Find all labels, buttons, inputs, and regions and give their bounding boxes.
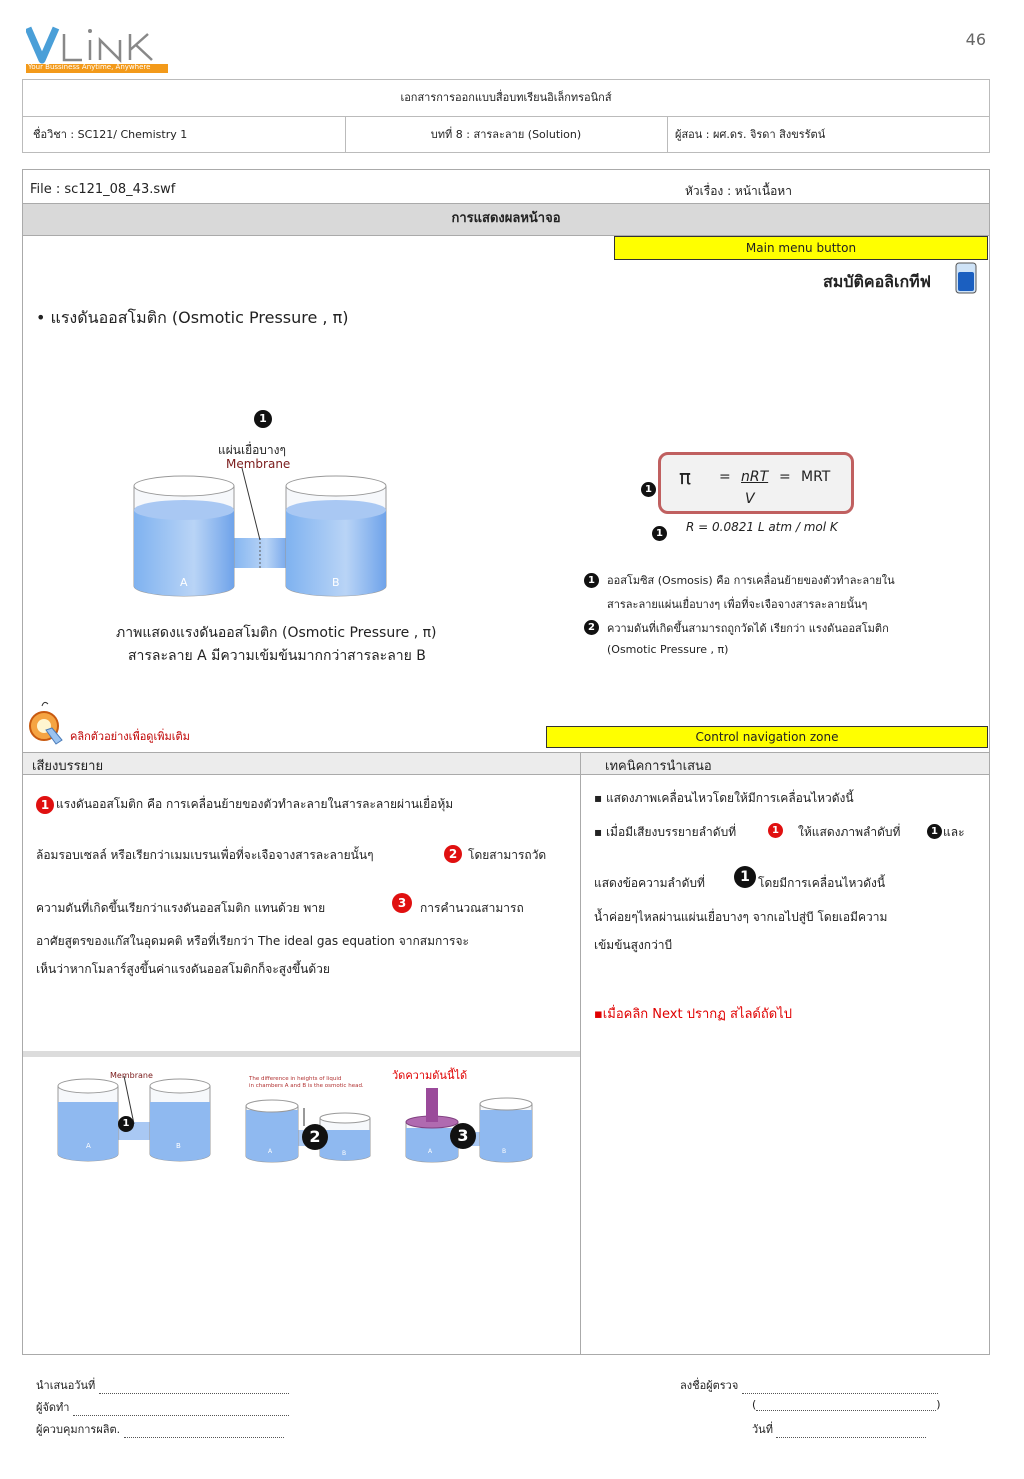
- control-navigation-zone[interactable]: Control navigation zone: [546, 726, 988, 748]
- doc-title: เอกสารการออกแบบสื่อบทเรียนอิเล็กทรอนิกส์: [23, 80, 989, 117]
- thumbnail-stage-1: [56, 1074, 212, 1170]
- membrane-label: Membrane: [226, 457, 291, 471]
- diagram-caption-2: สารละลาย A มีความเข้มข้นมากกว่าสารละลาย B: [128, 648, 426, 664]
- note1-marker: 1: [584, 573, 599, 588]
- beaker-icon: [954, 262, 978, 298]
- technique-bullet-1: ▪ แสดงภาพเคลื่อนไหวโดยให้มีการเคลื่อนไหวดังนี้: [594, 791, 854, 805]
- narration-line-2a: ล้อมรอบเซลล์ หรือเรียกว่าเมมเบรนเพื่อที่จะเจือจางสารละลายนั้นๆ: [36, 848, 374, 862]
- technique-line-4: น้ำค่อยๆไหลผ่านแผ่นเยื่อบางๆ จากเอไปสู่บี โดยเอมีความ: [594, 910, 888, 924]
- diagram-caption-1: ภาพแสดงแรงดันออสโมติก (Osmotic Pressure , π): [116, 625, 437, 641]
- thumb-membrane-label: Membrane: [110, 1071, 153, 1080]
- thumb3-a: A: [428, 1148, 433, 1155]
- formula-eq1: =: [719, 469, 731, 485]
- note2-marker: 2: [584, 620, 599, 635]
- footer-date: วันที่: [752, 1420, 926, 1438]
- header-table: [22, 79, 990, 153]
- pi-symbol: π: [679, 465, 692, 489]
- thumb-marker-1: 1: [118, 1116, 134, 1132]
- page-number: 46: [965, 30, 986, 49]
- technique-bullet-2a: ▪ เมื่อมีเสียงบรรยายลำดับที่: [594, 825, 737, 839]
- gas-constant: R = 0.0821 L atm / mol K: [686, 520, 838, 534]
- section-title: สมบัติคอลิเกทีฟ: [823, 272, 932, 291]
- technique-bullet-2b: ให้แสดงภาพลำดับที่: [798, 825, 901, 839]
- narration-marker-3: 3: [392, 893, 412, 913]
- note1-line2: สารละลายแผ่นเยื่อบางๆ เพื่อที่จะเจือจางสารละลายนั้นๆ: [607, 598, 868, 611]
- footer-controller: ผู้ควบคุมการผลิต.: [36, 1420, 284, 1438]
- technique-header: เทคนิคการนำเสนอ: [605, 759, 712, 774]
- technique-line-3b: โดยมีการเคลื่อนไหวดังนี้: [758, 876, 886, 890]
- next-instruction: ▪เมื่อคลิก Next ปรากฏ สไลด์ถัดไป: [594, 1007, 792, 1022]
- narration-line-2b: โดยสามารถวัด: [468, 848, 547, 862]
- thumb-marker-2: 2: [302, 1124, 328, 1150]
- tank-a-label: A: [180, 576, 188, 589]
- membrane-label-thai: แผ่นเยื่อบางๆ: [218, 443, 286, 457]
- formula-marker: 1: [641, 482, 656, 497]
- footer-checker: ลงชื่อผู้ตรวจ: [680, 1376, 938, 1394]
- thumb-diff-text: The difference in heights of liquid in chambers A and B is the osmotic head.: [249, 1076, 364, 1089]
- technique-marker-3: 1: [734, 866, 756, 888]
- thumb-marker-3: 3: [450, 1123, 476, 1149]
- osmotic-heading: • แรงดันออสโมติก (Osmotic Pressure , π): [36, 308, 349, 327]
- tank-b-label: B: [332, 576, 340, 589]
- thumb2-b: B: [342, 1150, 347, 1157]
- diagram-marker: 1: [254, 410, 272, 428]
- osmosis-diagram: [130, 468, 392, 612]
- bottom-header-bar: [23, 752, 989, 775]
- technique-line-3a: แสดงข้อความลำดับที่: [594, 876, 705, 890]
- r-const-marker: 1: [652, 526, 667, 541]
- technique-bullet-2c: และ: [943, 825, 965, 839]
- topic: หัวเรื่อง : หน้าเนื้อหา: [685, 184, 792, 198]
- formula-eq2: =: [779, 469, 791, 485]
- narration-line-1: แรงดันออสโมติก คือ การเคลื่อนย้ายของตัวทำละลายในสารละลายผ่านเยื่อหุ้ม: [56, 797, 454, 811]
- measure-label: วัดความดันนี้ได้: [392, 1069, 468, 1082]
- narration-line-4: อาศัยสูตรของแก๊สในอุดมคติ หรือที่เรียกว่า The ideal gas equation จากสมการจะ: [36, 934, 469, 948]
- footer-present-date: นำเสนอวันที่: [36, 1376, 289, 1394]
- narration-marker-1: 1: [36, 796, 54, 814]
- course-name: ชื่อวิชา : SC121/ Chemistry 1: [33, 128, 188, 141]
- formula-mrt: MRT: [801, 469, 831, 485]
- file-name: File : sc121_08_43.swf: [30, 182, 176, 197]
- narration-marker-2: 2: [444, 845, 462, 863]
- logo-tagline: Your Bussiness Anytime, Anywhere: [28, 63, 151, 71]
- thumb1-b: B: [176, 1142, 181, 1150]
- chapter: บทที่ 8 : สารละลาย (Solution): [430, 128, 582, 141]
- column-divider: [580, 752, 581, 1355]
- narration-line-5: เห็นว่าหากโมลาร์สูงขึ้นค่าแรงดันออสโมติกก็จะสูงขึ้นด้วย: [36, 962, 330, 976]
- formula-box: [658, 452, 854, 514]
- thumb2-a: A: [268, 1148, 273, 1155]
- note2-line1: ความดันที่เกิดขึ้นสามารถถูกวัดได้ เรียกว่า แรงดันออสโมติก: [607, 622, 889, 635]
- narration-line-3a: ความดันที่เกิดขึ้นเรียกว่าแรงดันออสโมติก แทนด้วย พาย: [36, 901, 326, 915]
- click-example-link[interactable]: คลิกตัวอย่างเพื่อดูเพิ่มเติม: [70, 730, 190, 743]
- note1-line1: ออสโมซิส (Osmosis) คือ การเคลื่อนย้ายของตัวทำละลายใน: [607, 574, 895, 587]
- footer-producer: ผู้จัดทำ: [36, 1398, 289, 1416]
- thumb3-b: B: [502, 1148, 507, 1155]
- narration-header: เสียงบรรยาย: [32, 759, 104, 774]
- technique-marker-1: 1: [768, 823, 783, 838]
- display-header: การแสดงผลหน้าจอ: [23, 203, 989, 236]
- thumbs-divider: [23, 1051, 580, 1057]
- note2-line2: (Osmotic Pressure , π): [607, 643, 729, 656]
- technique-line-5: เข้มข้นสูงกว่าบี: [594, 938, 673, 952]
- narration-line-3b: การคำนวณสามารถ: [420, 901, 524, 915]
- vlink-logo: [26, 22, 168, 74]
- footer-checker-name: ( ): [752, 1398, 941, 1411]
- instructor: ผู้สอน : ผศ.ดร. จิรดา สิงขรรัตน์: [675, 128, 826, 141]
- thumb1-a: A: [86, 1142, 91, 1150]
- hand-click-icon[interactable]: [28, 700, 66, 752]
- main-menu-button[interactable]: Main menu button: [614, 236, 988, 260]
- technique-marker-2: 1: [927, 824, 942, 839]
- formula-v: V: [745, 491, 755, 507]
- formula-nrt: nRT: [741, 469, 769, 485]
